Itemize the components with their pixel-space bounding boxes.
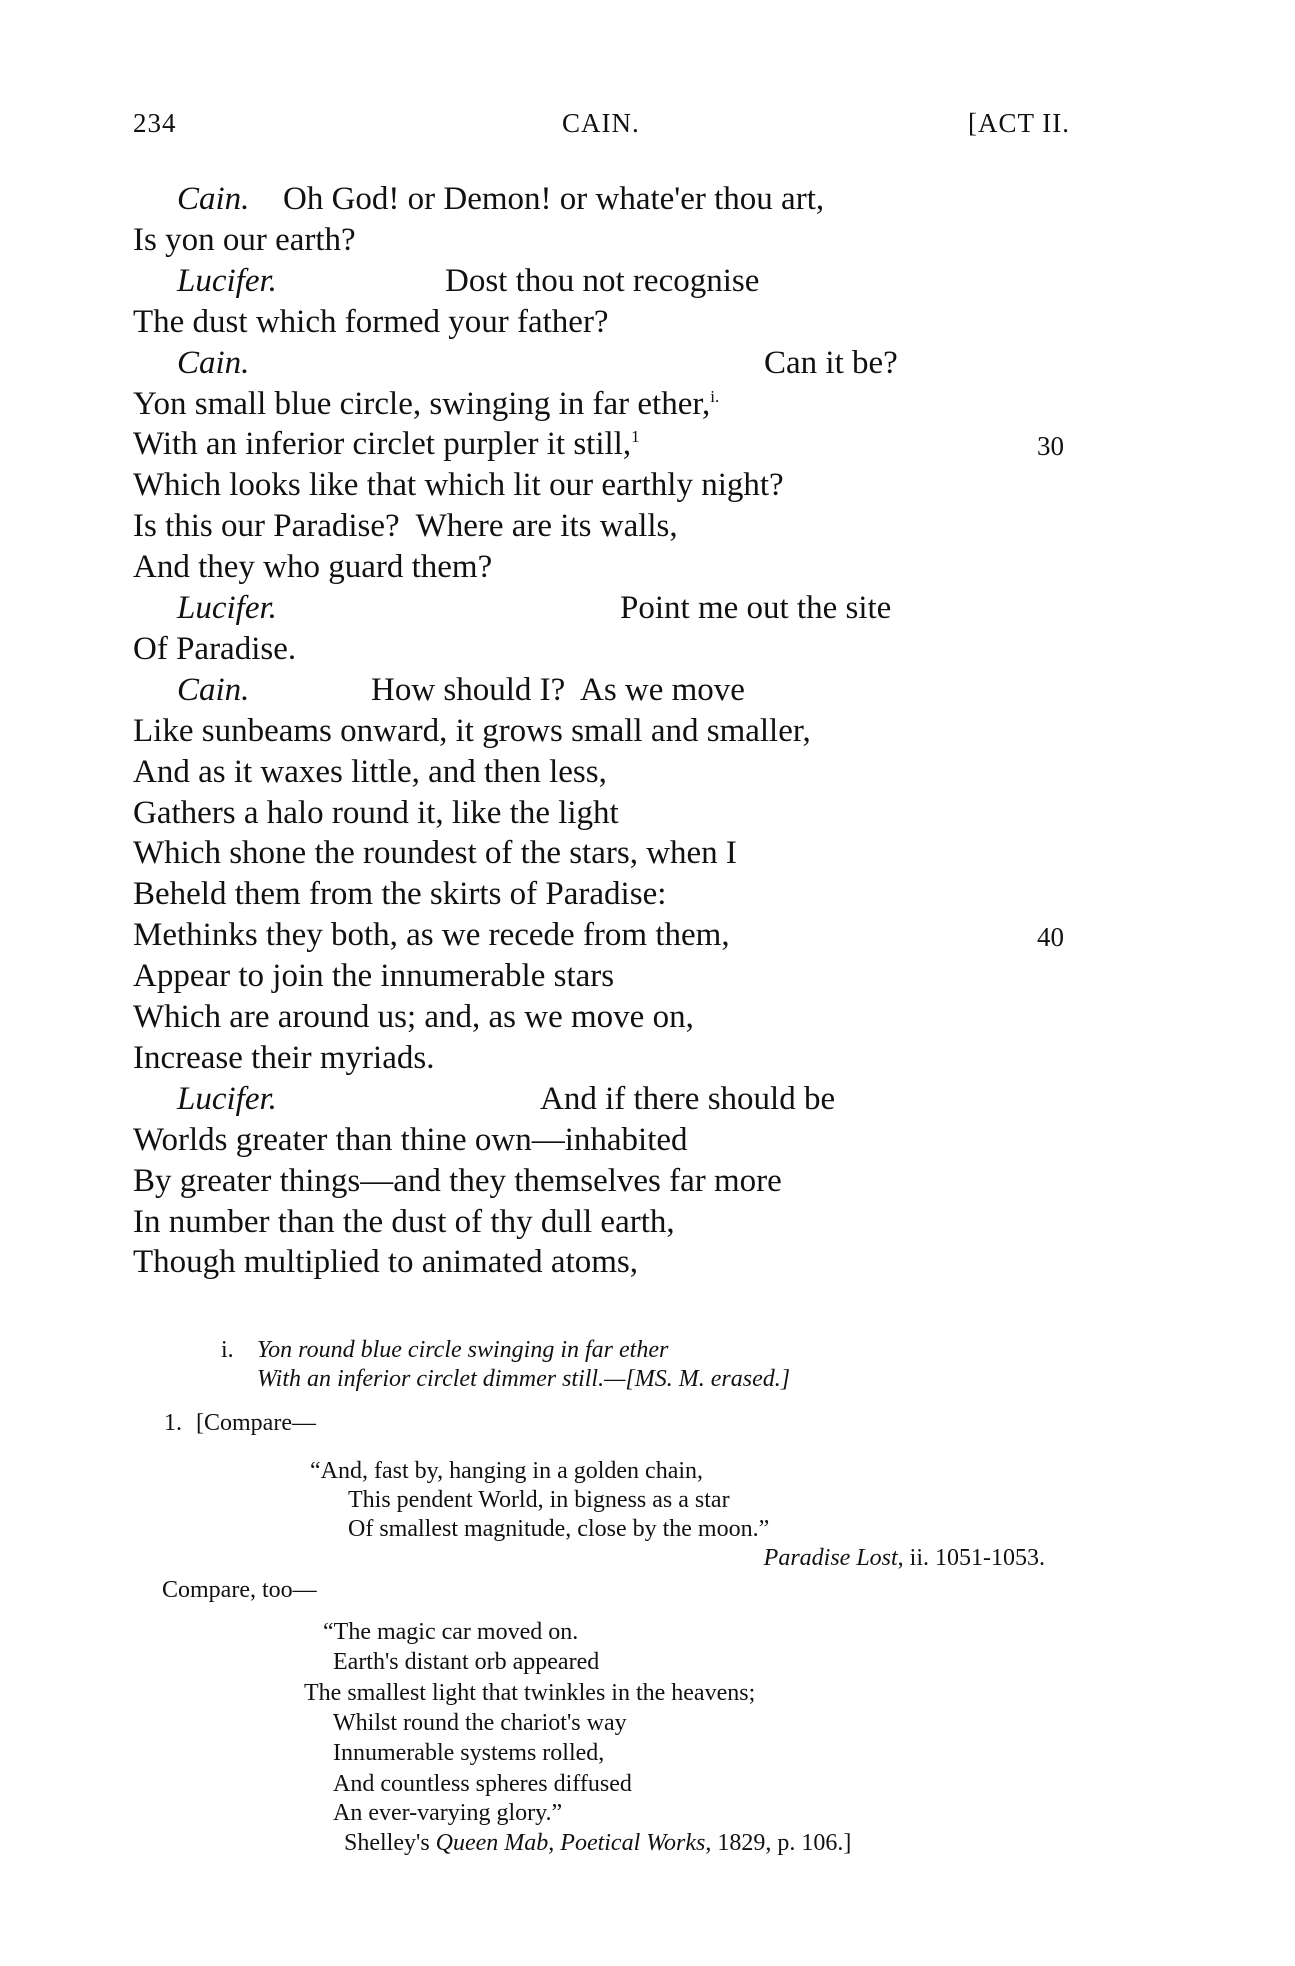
variant-line: Yon round blue circle swinging in far ether <box>257 1337 669 1363</box>
verse-line <box>133 424 640 464</box>
quote-line: This pendent World, in bigness as a star <box>348 1487 730 1513</box>
verse-line <box>283 179 824 219</box>
verse-line <box>133 752 607 792</box>
citation: Paradise Lost, ii. 1051-1053. <box>763 1545 1045 1571</box>
verse-text: Which looks like that which lit our earthly night? <box>133 467 784 504</box>
verse-text: And as it waxes little, and then less, <box>133 753 607 790</box>
note-intro: Compare, too— <box>162 1577 317 1603</box>
verse-line <box>133 915 730 955</box>
quote-line: “And, fast by, hanging in a golden chain, <box>310 1458 704 1484</box>
verse-text: Increase their myriads. <box>133 1039 435 1076</box>
verse-text: Of Paradise. <box>133 630 297 667</box>
verse-text: Though multiplied to animated atoms, <box>133 1244 639 1281</box>
verse-line <box>133 1161 782 1201</box>
running-title: CAIN. <box>562 108 640 138</box>
verse-text: With an inferior circlet purpler it still, <box>133 426 632 463</box>
quote-line: An ever-varying glory.” <box>333 1800 563 1826</box>
verse-text: The dust which formed your father? <box>133 303 609 340</box>
verse-text: Dost thou not recognise <box>445 262 760 299</box>
verse-text: Appear to join the innumerable stars <box>133 958 615 995</box>
verse-line <box>540 1079 835 1119</box>
verse-text: Is this our Paradise? Where are its walls, <box>133 508 678 545</box>
verse-text: By greater things—and they themselves far more <box>133 1162 782 1199</box>
verse-line <box>133 384 719 424</box>
verse-text: Can it be? <box>764 344 898 381</box>
verse-line <box>133 547 492 587</box>
speaker-name: Cain. <box>177 344 250 381</box>
verse-line <box>133 874 666 914</box>
verse-text: Gathers a halo round it, like the light <box>133 794 619 831</box>
verse-line <box>764 343 898 383</box>
verse-line <box>371 670 745 710</box>
page-number: 234 <box>133 108 177 138</box>
quote-line: “The magic car moved on. <box>323 1619 579 1645</box>
verse-line <box>133 465 784 505</box>
verse-line <box>133 506 678 546</box>
speaker-name: Cain. <box>177 181 250 217</box>
note-reference: 1 <box>631 427 640 447</box>
act-label: [ACT II. <box>968 108 1070 138</box>
verse-line <box>133 956 614 996</box>
speaker-name: Cain. <box>177 671 250 708</box>
line-number: 30 <box>1037 431 1064 462</box>
verse-text: Worlds greater than thine own—inhabited <box>133 1121 688 1158</box>
variant-marker: i. <box>221 1337 234 1363</box>
verse-text: Which shone the roundest of the stars, when I <box>133 835 737 872</box>
note-reference: i. <box>710 386 720 406</box>
verse-text: How should I? As we move <box>371 671 745 708</box>
verse-text: Point me out the site <box>620 590 892 626</box>
verse-text: And if there should be <box>540 1080 836 1117</box>
quote-line: The smallest light that twinkles in the heavens; <box>304 1680 756 1706</box>
verse-text: Yon small blue circle, swinging in far ether, <box>133 385 711 422</box>
verse-line <box>133 1120 688 1160</box>
verse-text: Oh God! or Demon! or whate'er thou art, <box>283 181 825 217</box>
verse-line <box>133 833 737 873</box>
verse-text: Is yon our earth? <box>133 221 356 258</box>
quote-line: Whilst round the chariot's way <box>333 1710 627 1736</box>
quote-line: And countless spheres diffused <box>333 1771 632 1797</box>
speaker-name: Lucifer. <box>177 590 277 626</box>
note-intro: [Compare— <box>196 1410 316 1436</box>
verse-line <box>133 1202 675 1242</box>
verse-line <box>133 711 811 751</box>
verse-line <box>133 997 694 1037</box>
quote-line: Innumerable systems rolled, <box>333 1740 605 1766</box>
verse-text: Beheld them from the skirts of Paradise: <box>133 876 667 913</box>
quote-line: Of smallest magnitude, close by the moon.” <box>348 1516 770 1542</box>
verse-line <box>133 1242 638 1282</box>
verse-line <box>133 302 609 342</box>
verse-line <box>133 793 619 833</box>
line-number: 40 <box>1037 922 1064 953</box>
quote-line: Earth's distant orb appeared <box>333 1649 600 1675</box>
verse-line <box>620 588 891 628</box>
speaker-name: Lucifer. <box>177 262 277 299</box>
verse-line <box>133 1038 434 1078</box>
citation: Shelley's Queen Mab, Poetical Works, 1829, p. 106.] <box>344 1830 852 1856</box>
verse-line <box>133 629 296 669</box>
verse-text: Which are around us; and, as we move on, <box>133 999 694 1035</box>
note-marker: 1. <box>164 1410 182 1436</box>
verse-text: And they who guard them? <box>133 549 493 586</box>
verse-text: In number than the dust of thy dull earth, <box>133 1203 675 1240</box>
variant-line: With an inferior circlet dimmer still.—[MS. M. erased.] <box>257 1366 791 1392</box>
verse-text: Like sunbeams onward, it grows small and smaller, <box>133 712 811 749</box>
verse-text: Methinks they both, as we recede from them, <box>133 917 730 954</box>
speaker-name: Lucifer. <box>177 1080 277 1117</box>
verse-line <box>133 220 356 260</box>
verse-line <box>445 261 759 301</box>
